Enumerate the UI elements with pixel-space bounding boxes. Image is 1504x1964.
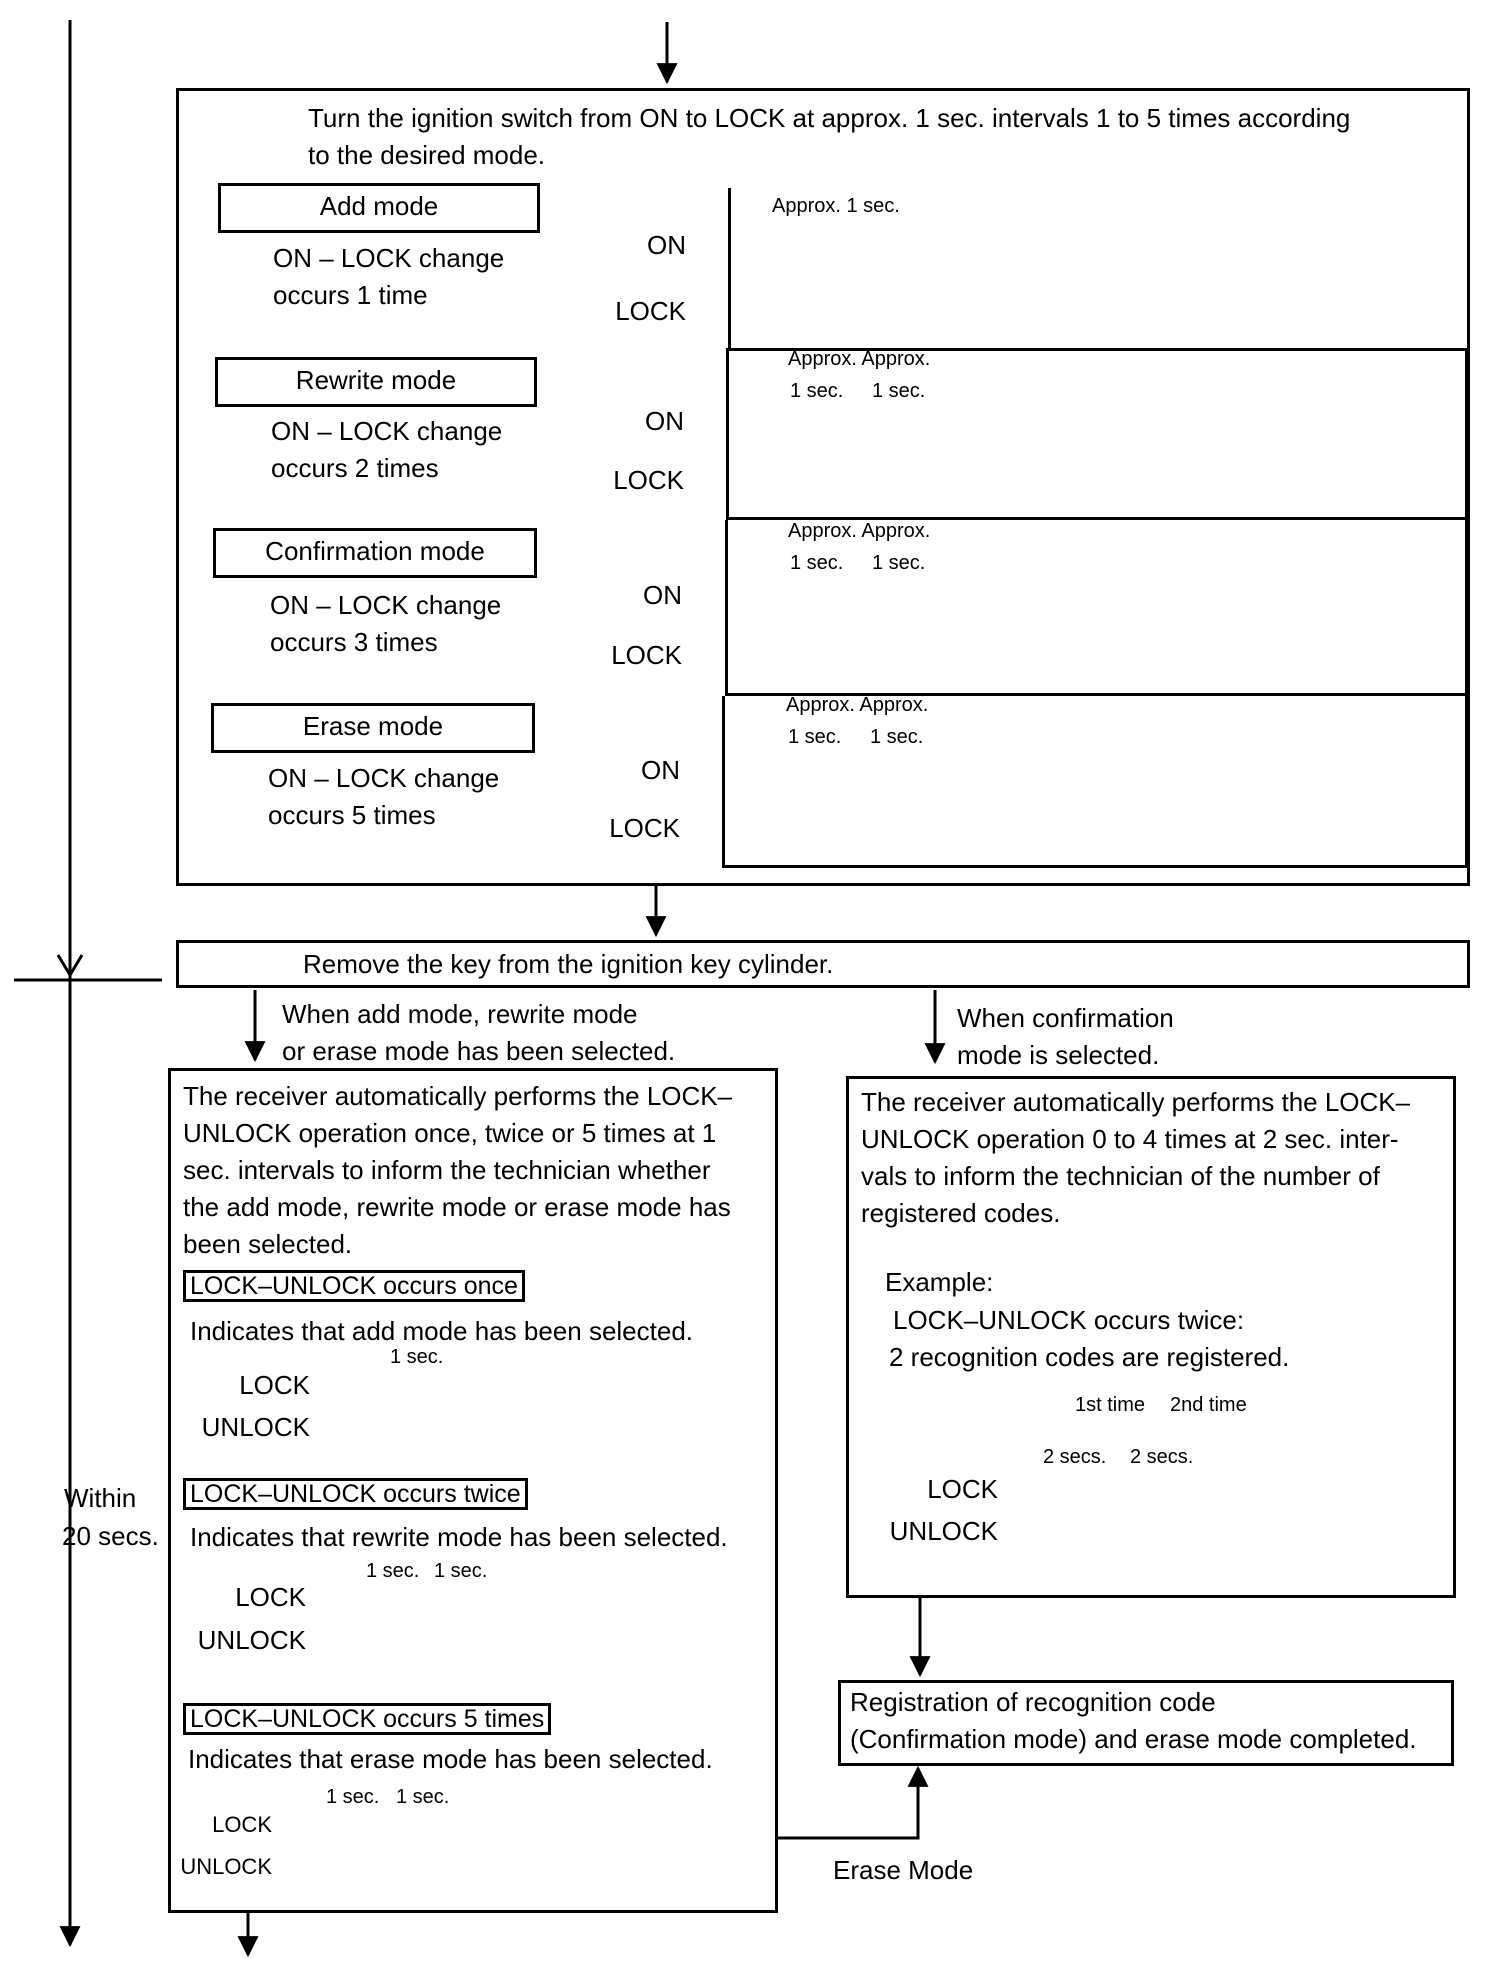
left-panel-line-1: The receiver automatically performs the LOCK–	[183, 1081, 733, 1111]
case-five-timing-1: 1 sec.	[326, 1786, 380, 1808]
add-timing-label: Approx. 1 sec.	[772, 195, 900, 217]
confirmation-on-label: ON	[643, 580, 682, 610]
rewrite-mode-desc-1: ON – LOCK change	[271, 416, 503, 446]
second-time-label: 2nd time	[1170, 1394, 1247, 1416]
confirmation-mode-desc-2: occurs 3 times	[270, 627, 438, 657]
rewrite-lock-label: LOCK	[613, 465, 684, 495]
erase-timing-sec-2: 1 sec.	[870, 726, 924, 748]
case-five-unlock-label: UNLOCK	[180, 1854, 272, 1879]
rewrite-mode-desc-2: occurs 2 times	[271, 453, 439, 483]
timeline-arrow-mid	[58, 955, 70, 975]
add-lock-label: LOCK	[615, 296, 686, 326]
completion-line-2: (Confirmation mode) and erase mode completed.	[850, 1724, 1417, 1754]
erase-mode-label: Erase Mode	[833, 1855, 974, 1885]
erase-mode-connector	[778, 1768, 918, 1838]
case-once-lock-label: LOCK	[239, 1370, 310, 1400]
erase-mode-chart-frame	[722, 696, 1468, 868]
rewrite-timing-approx: Approx. Approx.	[788, 348, 931, 370]
add-mode-desc-1: ON – LOCK change	[273, 243, 505, 273]
case-once-timing: 1 sec.	[390, 1346, 444, 1368]
case-twice-lock-label: LOCK	[235, 1582, 306, 1612]
branch-right-2: mode is selected.	[957, 1040, 1160, 1070]
right-panel-line-4: registered codes.	[861, 1198, 1061, 1228]
erase-timing-sec-1: 1 sec.	[788, 726, 842, 748]
case-twice-timing-2: 1 sec.	[434, 1560, 488, 1582]
remove-key-text: Remove the key from the ignition key cylinder.	[303, 949, 834, 979]
interval-label-1: 2 secs.	[1043, 1446, 1107, 1468]
right-panel-line-2: UNLOCK operation 0 to 4 times at 2 sec. inter-	[861, 1124, 1399, 1154]
case-twice-title: LOCK–UNLOCK occurs twice	[183, 1478, 528, 1510]
case-twice-timing-1: 1 sec.	[366, 1560, 420, 1582]
confirmation-mode-chart-frame	[725, 520, 1468, 696]
branch-left-2: or erase mode has been selected.	[282, 1036, 676, 1066]
within-label-1: Within	[64, 1483, 137, 1513]
left-panel-line-5: been selected.	[183, 1229, 353, 1259]
rewrite-on-label: ON	[645, 406, 684, 436]
left-panel-line-4: the add mode, rewrite mode or erase mode has	[183, 1192, 731, 1222]
add-mode-desc-2: occurs 1 time	[273, 280, 428, 310]
left-panel-line-3: sec. intervals to inform the technician whether	[183, 1155, 711, 1185]
rewrite-timing-sec-2: 1 sec.	[872, 380, 926, 402]
example-line-1: LOCK–UNLOCK occurs twice:	[893, 1305, 1245, 1335]
erase-mode-desc-2: occurs 5 times	[268, 800, 436, 830]
within-label-2: 20 secs.	[62, 1521, 159, 1551]
case-twice-desc: Indicates that rewrite mode has been selected.	[190, 1522, 728, 1552]
right-panel-line-1: The receiver automatically performs the LOCK–	[861, 1087, 1411, 1117]
confirmation-mode-box: Confirmation mode	[213, 528, 537, 578]
confirmation-timing-approx: Approx. Approx.	[788, 520, 931, 542]
confirmation-mode-desc-1: ON – LOCK change	[270, 590, 502, 620]
case-five-timing-2: 1 sec.	[396, 1786, 450, 1808]
right-panel-line-3: vals to inform the technician of the number of	[861, 1161, 1380, 1191]
rewrite-timing-sec-1: 1 sec.	[790, 380, 844, 402]
branch-left-1: When add mode, rewrite mode	[282, 999, 638, 1029]
instruction-line-2: to the desired mode.	[308, 140, 546, 170]
add-on-label: ON	[647, 230, 686, 260]
case-five-lock-label: LOCK	[212, 1812, 272, 1837]
example-title: Example:	[885, 1267, 994, 1297]
confirmation-timing-sec-1: 1 sec.	[790, 552, 844, 574]
branch-right-1: When confirmation	[957, 1003, 1174, 1033]
case-once-title: LOCK–UNLOCK occurs once	[183, 1270, 525, 1302]
confirmation-timing-sec-2: 1 sec.	[872, 552, 926, 574]
first-time-label: 1st time	[1075, 1394, 1146, 1416]
rewrite-mode-chart-frame	[726, 348, 1468, 520]
confirmation-lock-label: LOCK	[611, 640, 682, 670]
erase-mode-desc-1: ON – LOCK change	[268, 763, 500, 793]
example-line-2: 2 recognition codes are registered.	[889, 1342, 1290, 1372]
rewrite-mode-box: Rewrite mode	[215, 357, 537, 407]
case-twice-unlock-label: UNLOCK	[197, 1625, 306, 1655]
case-once-unlock-label: UNLOCK	[201, 1412, 310, 1442]
case-five-title: LOCK–UNLOCK occurs 5 times	[183, 1703, 551, 1735]
example-lock-label: LOCK	[927, 1474, 998, 1504]
completion-line-1: Registration of recognition code	[850, 1687, 1216, 1717]
erase-mode-box: Erase mode	[211, 703, 535, 753]
add-mode-box: Add mode	[218, 183, 540, 233]
erase-timing-approx: Approx. Approx.	[786, 694, 929, 716]
left-panel-line-2: UNLOCK operation once, twice or 5 times at 1	[183, 1118, 717, 1148]
erase-on-label: ON	[641, 755, 680, 785]
example-unlock-label: UNLOCK	[889, 1516, 998, 1546]
case-five-desc: Indicates that erase mode has been selected.	[188, 1744, 713, 1774]
instruction-line-1: Turn the ignition switch from ON to LOCK at approx. 1 sec. intervals 1 to 5 times according	[308, 103, 1351, 133]
case-once-desc: Indicates that add mode has been selected.	[190, 1316, 694, 1346]
erase-lock-label: LOCK	[609, 813, 680, 843]
interval-label-2: 2 secs.	[1130, 1446, 1194, 1468]
